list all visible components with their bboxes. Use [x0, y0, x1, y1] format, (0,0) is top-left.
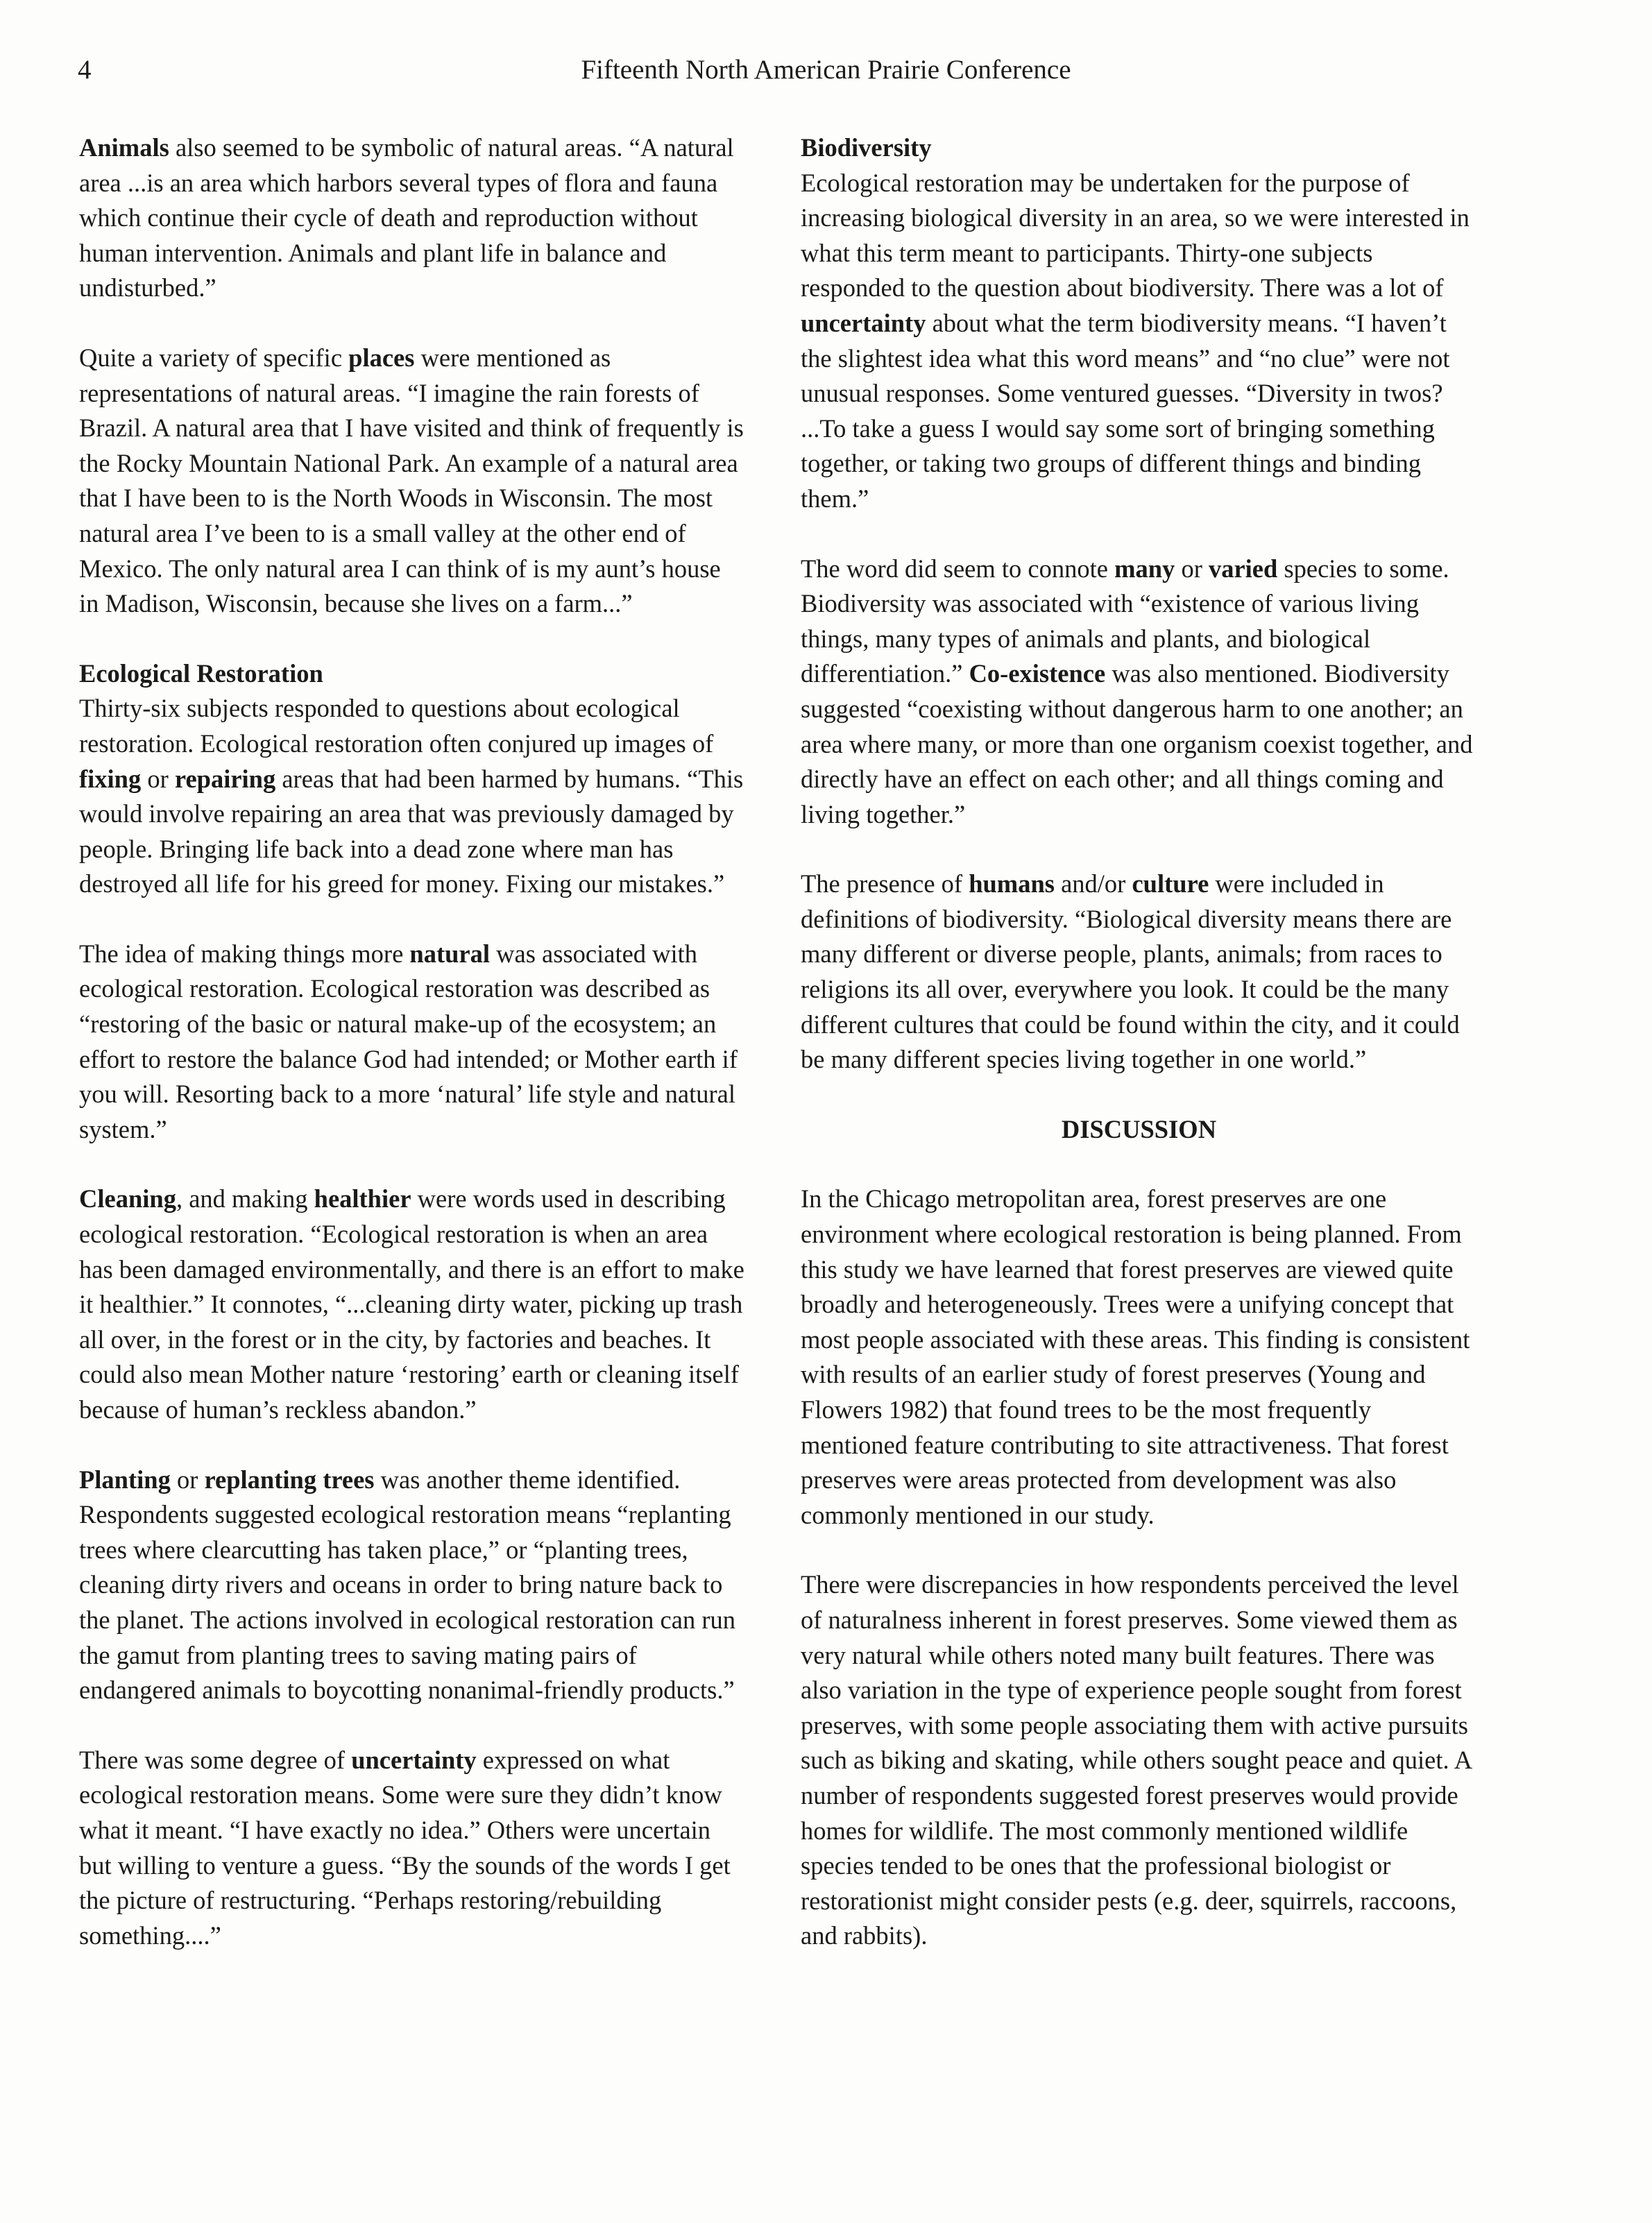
- right-column: [801, 130, 1477, 1988]
- text: Quite a variety of specific: [79, 343, 349, 372]
- cleaning-paragraph: [79, 1182, 745, 1427]
- discussion-paragraph-2: There were discrepancies in how respondents perceived the level of naturalness inherent in forest preserves. Some viewed them as very natural while others noted many built features. There was also variation in the type of experience people sought from forest preserves, with some people associating them with active pursuits such as biking and skating, while others sought peace and quiet. A number of respondents suggested forest preserves would provide homes for wildlife. The most commonly mentioned wildlife species tended to be ones that the professional biologist or restorationist might consider pests (e.g. deer, squirrels, raccoons, and rabbits).: [801, 1570, 1472, 1950]
- discussion-paragraph-1: In the Chicago metropolitan area, forest preserves are one environment where ecological restoration is being planned. From this study we have learned that forest preserves are viewed quite broadly and heterogeneously. Trees were a unifying concept that most people associated with these areas. This finding is consistent with results of an earlier study of forest preserves (Young and Flowers 1982) that found trees to be the most frequently mentioned feature contributing to site attractiveness. That forest preserves were areas protected from development was also commonly mentioned in our study.: [801, 1184, 1470, 1529]
- section-heading-discussion: DISCUSSION: [1061, 1114, 1217, 1143]
- text: The word did seem to connote: [801, 554, 1115, 583]
- text: The idea of making things more: [79, 939, 410, 968]
- text: also seemed to be symbolic of natural areas. “A natural area ...is an area which harbors several types of flora and fauna which continue their cycle of death and reproduction without human intervention. Animals and plant life in balance and undisturbed.”: [79, 133, 734, 303]
- species-paragraph: [801, 552, 1477, 833]
- left-column: [79, 130, 745, 1988]
- text: were words used in describing ecological restoration. “Ecological restoration is when an area has been damaged environmentally, and there is an effort to make it healthier.” It connotes, “...cleaning dirty water, picking up trash all over, in the forest or in the city, by factories and beaches. It could also mean Mother nature ‘restoring’ earth or cleaning itself because of human’s reckless abandon.”: [79, 1184, 744, 1424]
- keyword: culture: [1132, 869, 1209, 898]
- text: Ecological restoration may be undertaken for the purpose of increasing biological diversity in an area, so we were interested in what this term meant to participants. Thirty-one subjects responded to the question about biodiversity. There was a lot of: [801, 168, 1470, 303]
- text: areas that had been harmed by humans. “This would involve repairing an area that was previously damaged by people. Bringing life back into a dead zone where man has destroyed all life for his greed for money. Fixing our mistakes.”: [79, 764, 744, 898]
- ecological-restoration-paragraph: [79, 691, 745, 902]
- text: was also mentioned. Biodiversity suggested “coexisting without dangerous harm to one another; an area where many, or more than one organism coexist together, and directly have an effect on each other; and all things coming and living together.”: [801, 659, 1473, 828]
- page-number: 4: [78, 55, 92, 85]
- uncertainty-paragraph: [79, 1743, 745, 1954]
- section-heading-ecological-restoration: Ecological Restoration: [79, 658, 323, 688]
- text: The presence of: [801, 869, 969, 898]
- running-head: Fifteenth North American Prairie Conference: [581, 55, 1071, 85]
- text: species to some. Biodiversity was associated with “existence of various living things, many types of animals and plants, and biological differentiation.”: [801, 554, 1449, 688]
- text: , and making: [176, 1184, 314, 1213]
- natural-paragraph: [79, 937, 745, 1148]
- biodiversity-paragraph: [801, 166, 1477, 517]
- text: and/or: [1054, 869, 1132, 898]
- text: or: [170, 1465, 205, 1494]
- keyword: places: [348, 343, 415, 372]
- keyword: varied: [1208, 554, 1278, 583]
- keyword: uncertainty: [801, 308, 926, 337]
- section-heading-biodiversity: Biodiversity: [801, 133, 932, 162]
- keyword: uncertainty: [351, 1745, 477, 1774]
- text: were mentioned as representations of natural areas. “I imagine the rain forests of Brazil. A natural area that I have visited and think of frequently is the Rocky Mountain National Park. An example of a natural area that I have been to is the North Woods in Wisconsin. The most natural area I’ve been to is a small valley at the other end of Mexico. The only natural area I can think of is my aunt’s house in Madison, Wisconsin, because she lives on a farm...”: [79, 343, 744, 618]
- text: were included in definitions of biodiversity. “Biological diversity means there are many different or diverse people, plants, animals; from races to religions its all over, everywhere you look. It could be the many different cultures that could be found within the city, and it could be many different species living together in one world.”: [801, 869, 1460, 1074]
- keyword: many: [1114, 554, 1175, 583]
- text: or: [141, 764, 175, 793]
- text: or: [1175, 554, 1209, 583]
- keyword: natural: [409, 939, 491, 968]
- text: was another theme identified. Respondents suggested ecological restoration means “replanting trees where clearcutting has taken place,” or “planting trees, cleaning dirty rivers and oceans in order to bring nature back to the planet. The actions involved in ecological restoration can run the gamut from planting trees to saving mating pairs of endangered animals to boycotting nonanimal-friendly products.”: [79, 1465, 735, 1705]
- keyword: Planting: [79, 1465, 171, 1494]
- keyword: fixing: [79, 764, 142, 793]
- text: expressed on what ecological restoration means. Some were sure they didn’t know what it meant. “I have exactly no idea.” Others were uncertain but willing to venture a guess. “By the sounds of the words I get the picture of restructuring. “Perhaps restoring/rebuilding something....”: [79, 1745, 731, 1950]
- humans-paragraph: [801, 867, 1477, 1078]
- keyword: Animals: [79, 133, 169, 162]
- text: was associated with ecological restoration. Ecological restoration was described as “restoring of the basic or natural make-up of the ecosystem; an effort to restore the balance God had intended; or Mother earth if you will. Resorting back to a more ‘natural’ life style and natural system.”: [79, 939, 738, 1143]
- keyword: Cleaning: [79, 1184, 176, 1213]
- keyword: humans: [969, 869, 1055, 898]
- places-paragraph: [79, 341, 745, 622]
- text: There was some degree of: [79, 1745, 352, 1774]
- keyword: replanting trees: [204, 1465, 375, 1494]
- keyword: healthier: [314, 1184, 411, 1213]
- text: about what the term biodiversity means. “I haven’t the slightest idea what this word means” and “no clue” were not unusual responses. Some ventured guesses. “Diversity in twos? ...To take a guess I would say some sort of bringing something together, or taking two groups of different things and binding them.”: [801, 308, 1450, 513]
- text: Thirty-six subjects responded to questions about ecological restoration. Ecological restoration often conjured up images of: [79, 694, 714, 758]
- planting-paragraph: [79, 1463, 745, 1708]
- animals-paragraph: [79, 130, 745, 306]
- keyword: Co-existence: [969, 659, 1106, 688]
- keyword: repairing: [174, 764, 276, 793]
